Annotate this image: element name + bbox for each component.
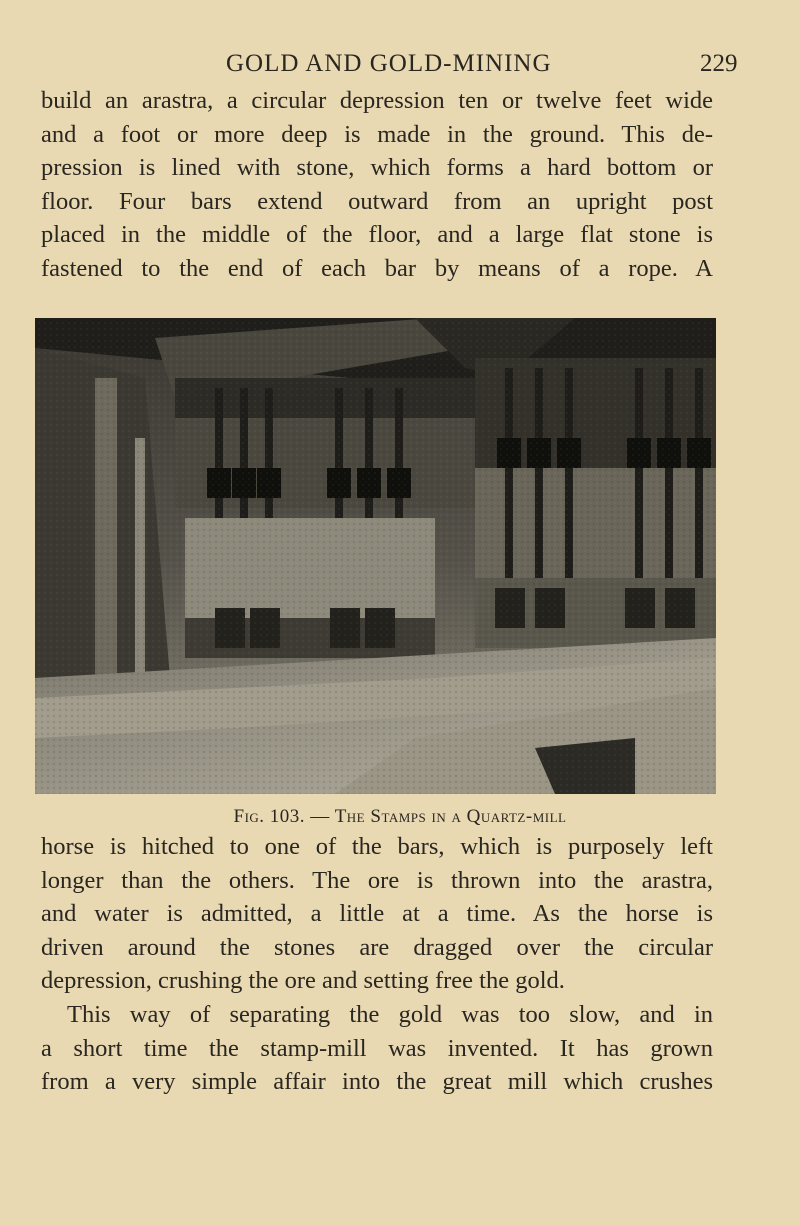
text-line: horse is hitched to one of the bars, which is purposely left xyxy=(41,833,713,860)
page-number: 229 xyxy=(700,50,738,77)
text-line: longer than the others. The ore is thrown into the arastra, xyxy=(41,866,713,894)
running-head xyxy=(0,46,800,82)
text-line: driven around the stones are dragged over the circular xyxy=(41,933,713,961)
text-line: fastened to the end of each bar by means of a rope. A xyxy=(41,254,713,282)
stamp-mill-photograph xyxy=(35,318,716,794)
figure-caption: Fig. 103. — The Stamps in a Quartz-mill xyxy=(233,806,567,827)
text-line: and a foot or more deep is made in the ground. This de- xyxy=(41,120,713,148)
text-line: and water is admitted, a little at a time. As the horse is xyxy=(41,900,713,928)
text-line: This way of separating the gold was too slow, and in xyxy=(67,1000,713,1028)
text-line: floor. Four bars extend outward from an upright post xyxy=(41,187,713,215)
text-line: pression is lined with stone, which forms a hard bottom or xyxy=(41,154,713,182)
running-title: GOLD AND GOLD-MINING xyxy=(226,50,552,77)
text-line: a short time the stamp-mill was invented. It has grown xyxy=(41,1034,713,1062)
paragraph-bottom xyxy=(41,830,713,1099)
paragraph-top xyxy=(41,84,713,286)
text-line: build an arastra, a circular depression ten or twelve feet wide xyxy=(41,87,713,114)
text-line: from a very simple affair into the great mill which crushes xyxy=(41,1068,713,1096)
text-line: depression, crushing the ore and setting free the gold. xyxy=(41,967,565,995)
photograph-illustration xyxy=(35,318,716,794)
text-line: placed in the middle of the floor, and a large flat stone is xyxy=(41,221,713,249)
